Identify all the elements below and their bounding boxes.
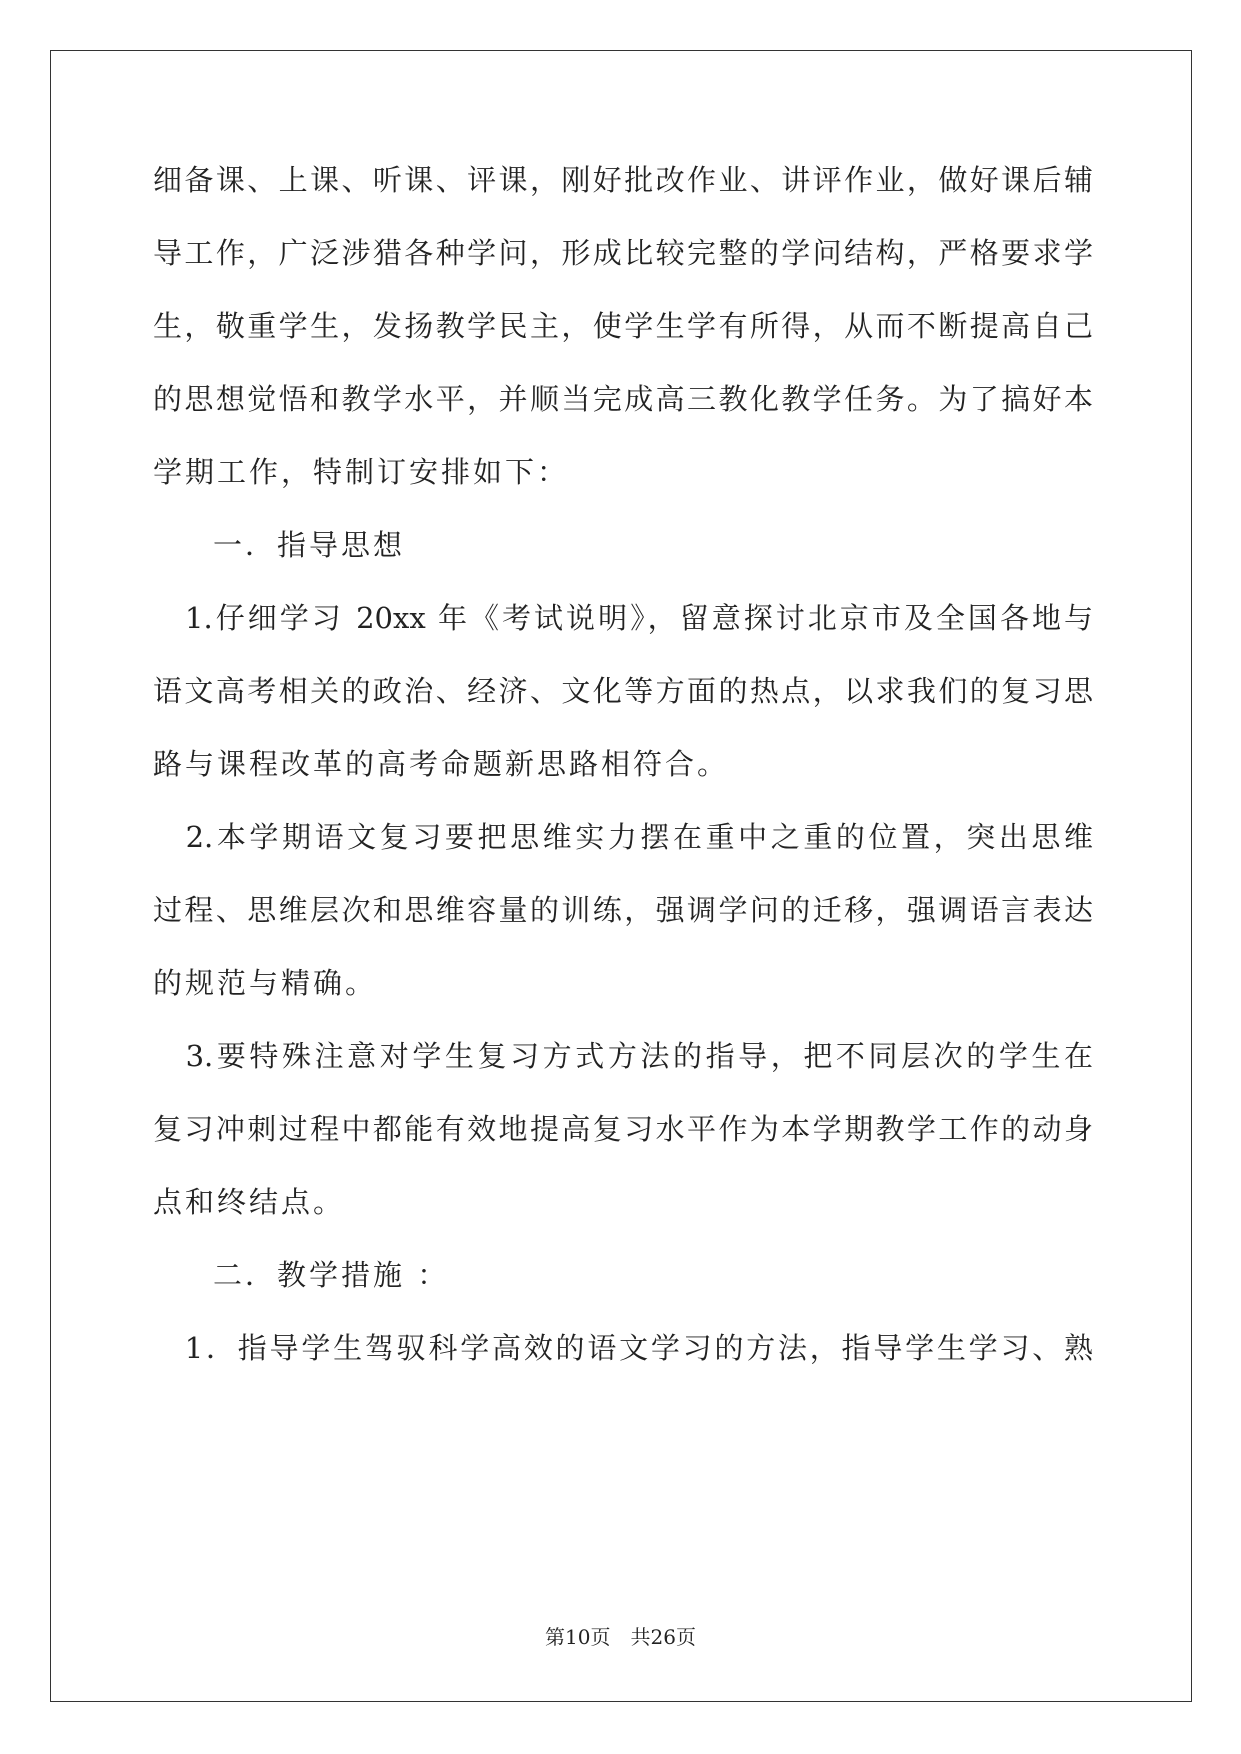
text-line: 学期工作，特制订安排如下： — [153, 455, 570, 489]
text-line: 路与课程改革的高考命题新思路相符合。 — [153, 747, 730, 781]
text-line: 1．指导学生驾驭科学高效的语文学习的方法，指导学生学习、熟 — [153, 1331, 1093, 1365]
text-line: 生，敬重学生，发扬教学民主，使学生学有所得，从而不断提高自己 — [153, 309, 1093, 343]
section-heading: 二．教学措施 ： — [181, 1258, 450, 1292]
text-line: 1.仔细学习 20xx 年《考试说明》，留意探讨北京市及全国各地与 — [153, 601, 1093, 635]
section-heading: 一．指导思想 — [181, 528, 406, 562]
text-line: 导工作，广泛涉猎各种学问，形成比较完整的学问结构，严格要求学 — [153, 236, 1093, 270]
text-line: 的规范与精确。 — [153, 966, 378, 1000]
text-line: 3.要特殊注意对学生复习方式方法的指导，把不同层次的学生在 — [153, 1039, 1093, 1073]
text-line: 的思想觉悟和教学水平，并顺当完成高三教化教学任务。为了搞好本 — [153, 382, 1093, 416]
text-line: 点和终结点。 — [153, 1185, 346, 1219]
text-line: 复习冲刺过程中都能有效地提高复习水平作为本学期教学工作的动身 — [153, 1112, 1093, 1146]
text-line: 过程、思维层次和思维容量的训练，强调学问的迁移，强调语言表达 — [153, 893, 1093, 927]
page-border — [50, 50, 1192, 1702]
page-number: 第10页 共26页 — [545, 1625, 696, 1649]
text-line: 细备课、上课、听课、评课，刚好批改作业、讲评作业，做好课后辅 — [153, 163, 1093, 197]
text-line: 语文高考相关的政治、经济、文化等方面的热点，以求我们的复习思 — [153, 674, 1093, 708]
text-line: 2.本学期语文复习要把思维实力摆在重中之重的位置，突出思维 — [153, 820, 1093, 854]
